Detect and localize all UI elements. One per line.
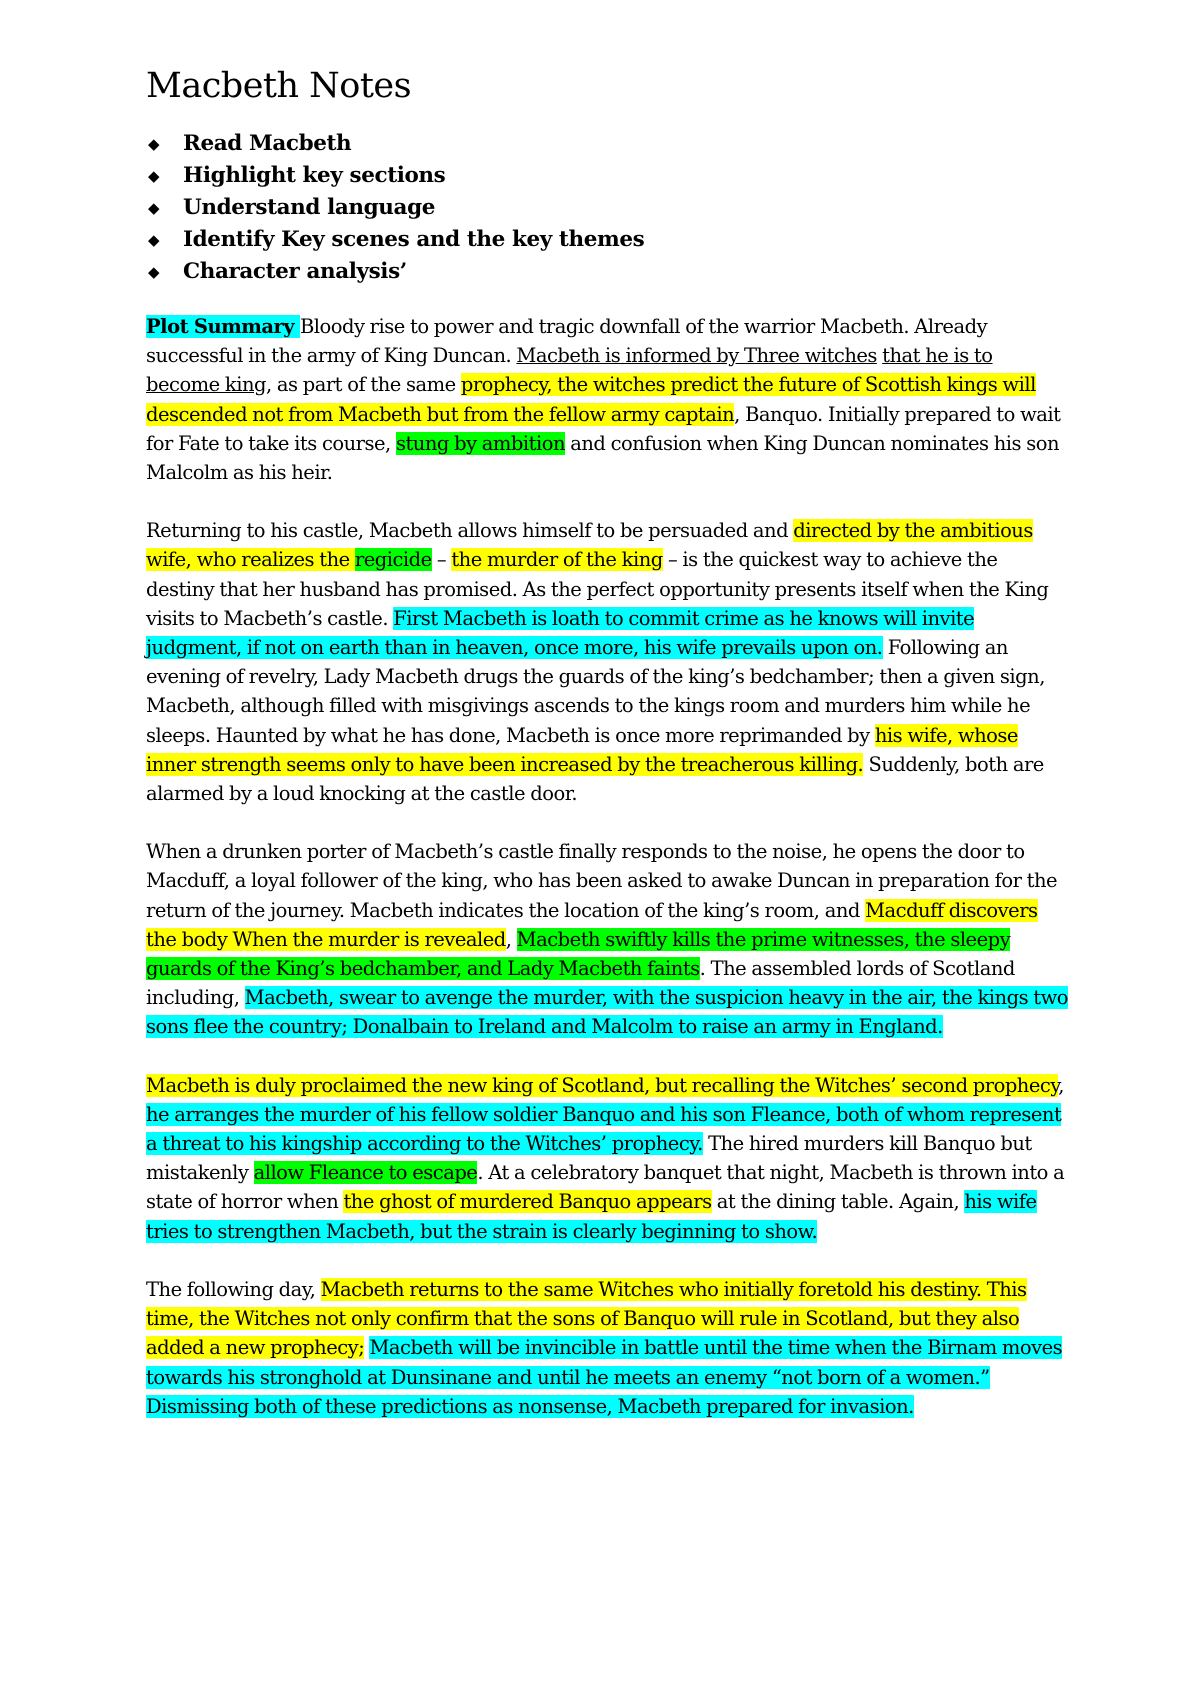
text-run: at the dining table. Again,	[711, 1190, 965, 1214]
text-run: . At a celebratory banquet that night, Macbeth is thrown into a state of horror when	[146, 1161, 1065, 1214]
text-run: The following day,	[146, 1277, 321, 1301]
text-run: The hired murders kill Banquo but mistakenly	[146, 1132, 1032, 1185]
yellow-highlight: Macduff discovers the body When the murder is revealed	[146, 898, 1038, 951]
yellow-highlight: the murder of the king	[451, 548, 663, 572]
text-run: Bloody rise to power and tragic downfall of the warrior Macbeth. Already successful in the army of King Duncan.	[146, 315, 988, 368]
text-run: , as part of the same	[266, 373, 461, 397]
castle-paragraph	[146, 516, 1070, 808]
cyan-highlight: he arranges the murder of his fellow soldier Banquo and his son Fleance, both of whom represent a threat to his kingship according to the Witches’ prophecy.	[146, 1102, 1062, 1156]
text-run: ,	[505, 927, 517, 951]
text-run: When a drunken porter of Macbeth’s castle finally responds to the noise, he opens the door to Macduff, a loyal follower of the king, who has been asked to awake Duncan in preparation for the return of the journey. Macbeth indicates the location of the king’s room, and	[146, 840, 1058, 922]
text-run: Suddenly, both are alarmed by a loud knocking at the castle door.	[146, 752, 1044, 806]
cyan-highlight: his wife tries to strengthen Macbeth, but the strain is clearly beginning to show.	[146, 1190, 1037, 1243]
text-run: . The assembled lords of Scotland including,	[146, 957, 1015, 1010]
yellow-highlight: his wife, whose inner strength seems only to have been increased by the treacherous killing.	[146, 723, 1018, 776]
section-label: Plot Summary	[146, 315, 300, 338]
list-item: ◆ Identify Key scenes and the key themes	[146, 224, 1070, 256]
plot-notes	[146, 312, 1070, 1421]
task-list	[146, 128, 1070, 288]
green-highlight: allow Fleance to escape	[253, 1161, 478, 1185]
list-item: ◆ Read Macbeth	[146, 128, 1070, 160]
yellow-highlight: prophecy, the witches predict the future of Scottish kings will descended not from Macbeth but from the fellow army captain	[146, 373, 1036, 426]
text-run: , Banquo. Initially prepared to wait for Fate to take its course,	[146, 402, 1061, 455]
text-run: Following an evening of revelry, Lady Macbeth drugs the guards of the king’s bedchamber; then a given sign, Macbeth, although filled with misgivings ascends to the kings room and murders him while he sleeps. Haunted by what he has done, Macbeth is once more reprimanded by	[146, 636, 1045, 747]
plot-summary-paragraph	[146, 312, 1070, 487]
text-run: and confusion when King Duncan nominates his son Malcolm as his heir.	[146, 431, 1060, 485]
text-run: Returning to his castle, Macbeth allows himself to be persuaded and	[146, 519, 794, 543]
page-title: Macbeth Notes	[146, 66, 412, 106]
green-highlight: Macbeth swiftly kills the prime witnesses, the sleepy guards of the King’s bedchamber, and Lady Macbeth faints	[146, 927, 1011, 981]
yellow-highlight: directed by the ambitious wife, who realizes the	[146, 519, 1033, 572]
banquet-paragraph	[146, 1071, 1070, 1246]
list-item: ◆ Character analysis’	[146, 256, 1070, 288]
porter-paragraph	[146, 837, 1070, 1041]
yellow-highlight: Macbeth is duly proclaimed the new king of Scotland, but recalling the Witches’ second prophecy	[146, 1073, 1059, 1097]
text-run: ,	[1058, 1073, 1064, 1097]
underlined-text: Macbeth is informed by Three witches	[516, 344, 877, 368]
green-highlight: stung by ambition	[395, 431, 565, 455]
cyan-highlight: Macbeth, swear to avenge the murder, with the suspicion heavy in the air, the kings two sons flee the country; Donalbain to Ireland and Malcolm to raise an army in England.	[146, 986, 1069, 1039]
cyan-highlight: Macbeth will be invincible in battle until the time when the Birnam moves towards his stronghold at Dunsinane and until he meets an enemy “not born of a women.” Dismissing both of these predictions as nonsense, Macbeth prepared for invasion.	[146, 1336, 1063, 1418]
yellow-highlight: the ghost of murdered Banquo appears	[343, 1190, 712, 1214]
text-run: –	[431, 548, 452, 572]
witches-paragraph	[146, 1275, 1070, 1421]
green-highlight: regicide	[354, 548, 432, 572]
list-item: ◆ Highlight key sections	[146, 160, 1070, 192]
underlined-text: that he is to become king	[146, 344, 993, 397]
text-run: – is the quickest way to achieve the destiny that her husband has promised. As the perfect opportunity presents itself when the King visits to Macbeth’s castle.	[146, 548, 1049, 630]
list-item: ◆ Understand language	[146, 192, 1070, 224]
yellow-highlight: Macbeth returns to the same Witches who initially foretold his destiny. This time, the Witches not only confirm that the sons of Banquo will rule in Scotland, but they also added a new prophecy;	[146, 1277, 1027, 1360]
cyan-highlight: First Macbeth is loath to commit crime as he knows will invite judgment, if not on earth than in heaven, once more, his wife prevails upon on.	[146, 606, 975, 660]
